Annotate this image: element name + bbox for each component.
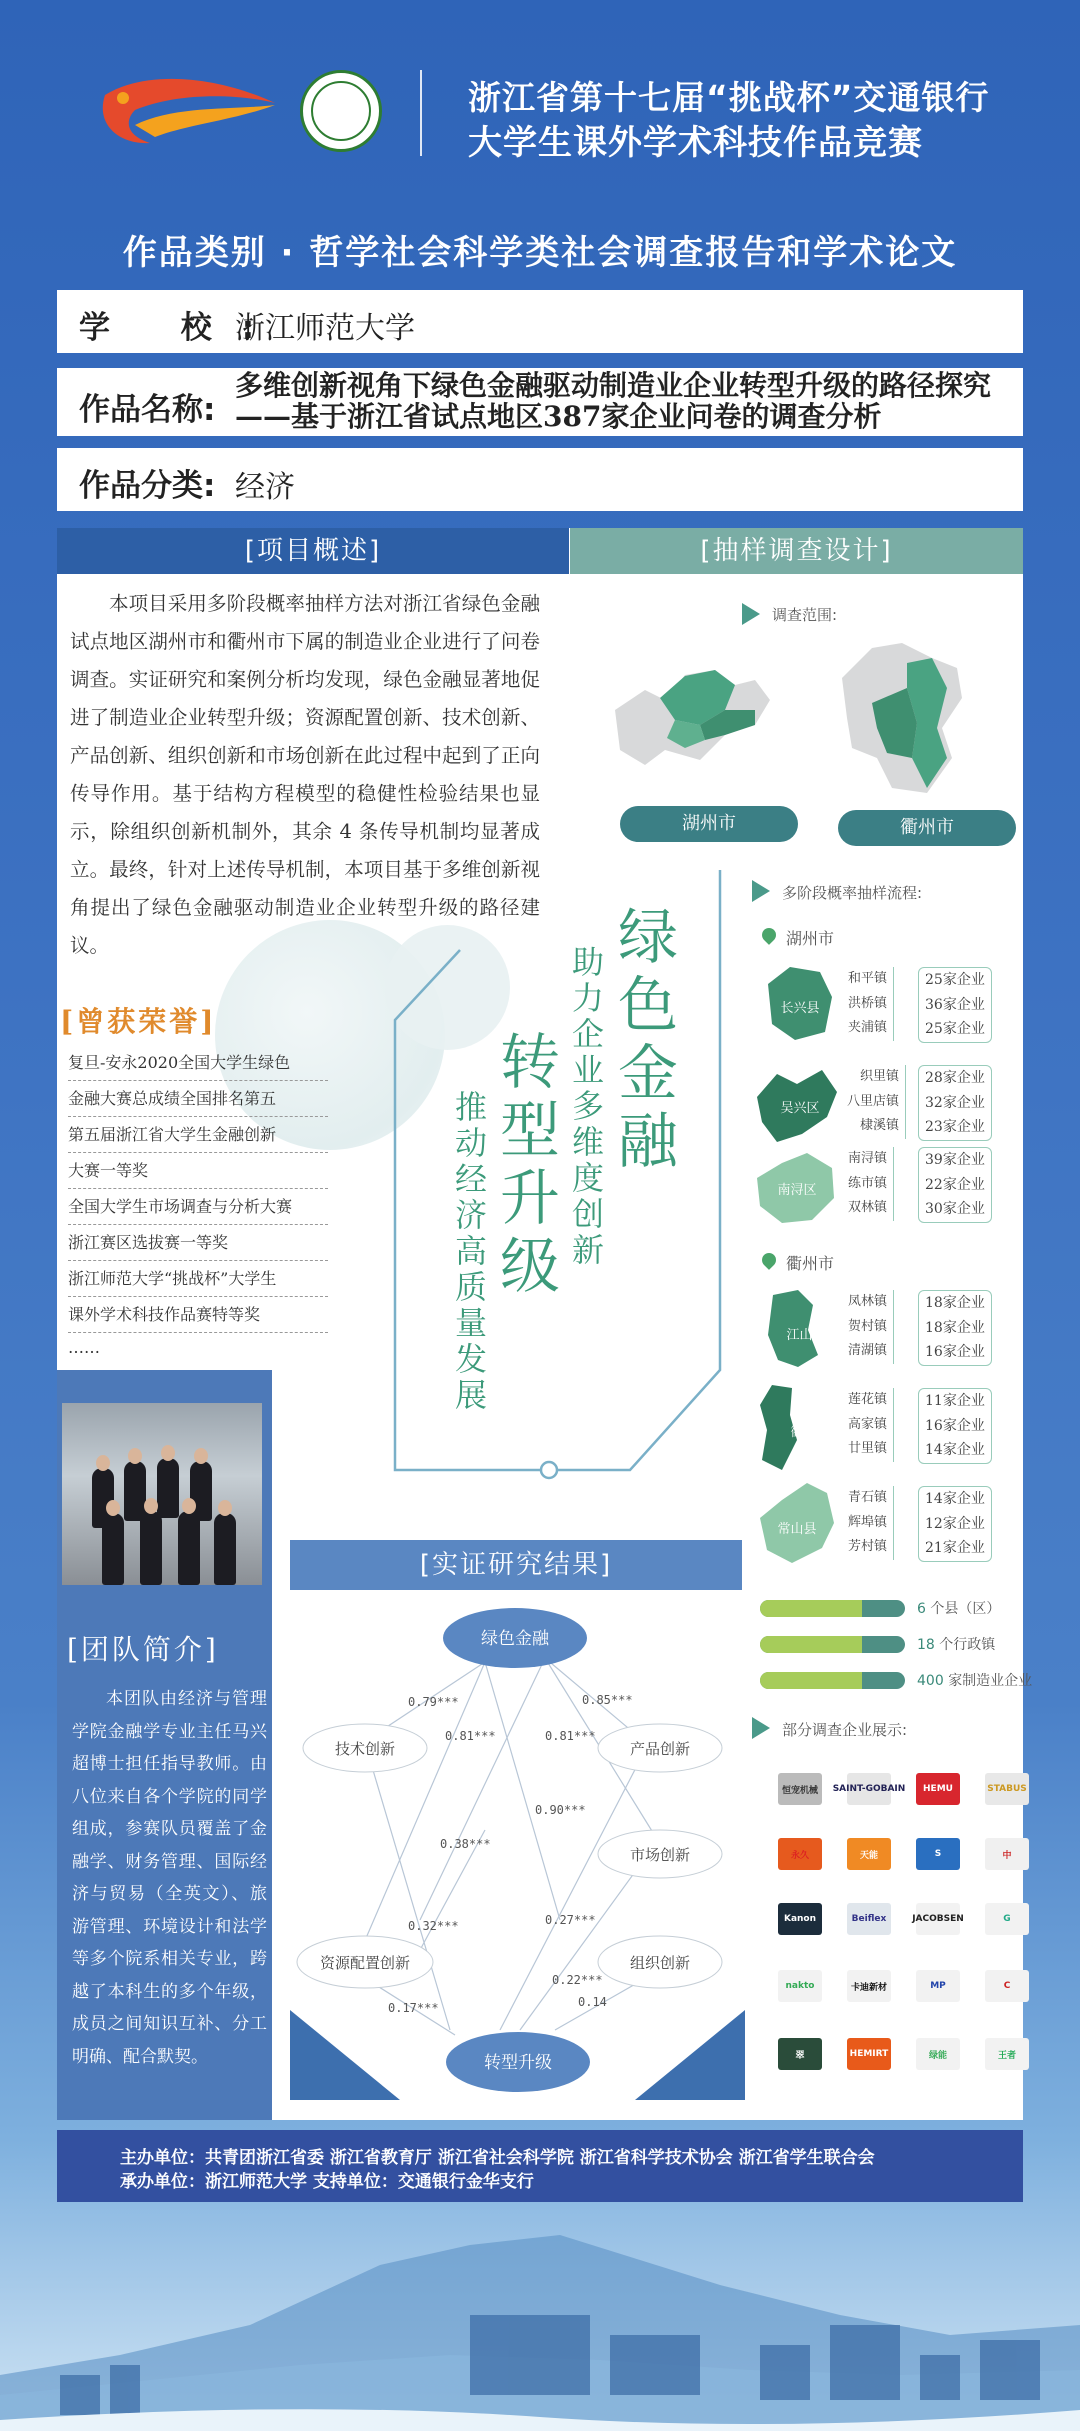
company-logo: 绿能 bbox=[916, 2038, 960, 2070]
town-list: 织里镇 八里店镇 棣溪镇 bbox=[842, 1065, 906, 1139]
county-shape-changshan bbox=[752, 1478, 842, 1568]
stat-towns: 18 个行政镇 bbox=[917, 1637, 996, 1653]
stat-companies: 400 家制造业企业 bbox=[917, 1673, 1033, 1689]
county-label: 常山县 bbox=[777, 1522, 817, 1537]
honor-line: 第五届浙江省大学生金融创新 bbox=[68, 1117, 328, 1153]
overview-text: 本项目采用多阶段概率抽样方法对浙江省绿色金融试点地区湖州市和衢州市下属的制造业企业进行了问卷调查。实证研究和案例分析均发现，绿色金融显著地促进了制造业企业转型升级；资源配置创新、技术创新、产品创新、组织创新和市场创新在此过程中起到了正向传导作用。基于结构方程模型的稳健性检验结果也显示，除组织创新机制外，其余 4 条传导机制均显著成立。最终，针对上述传导机制，本项目基于多维创新视角提出了绿色金融驱动制造业企业转型升级的路径建议。 bbox=[70, 592, 540, 957]
group-city-quzhou: 衢州市 bbox=[786, 1254, 835, 1273]
sampling-section-title: [抽样调查设计] bbox=[570, 528, 1023, 574]
company-logo: 中 bbox=[985, 1838, 1029, 1870]
town-list: 莲花镇 高家镇 廿里镇 bbox=[842, 1388, 894, 1462]
company-logo: 翠 bbox=[778, 2038, 822, 2070]
coef-label: 0.14 bbox=[578, 1995, 607, 2009]
node-upgrade: 转型升级 bbox=[484, 2053, 552, 2073]
town-list: 和平镇 洪桥镇 夹浦镇 bbox=[842, 967, 894, 1041]
node-product: 产品创新 bbox=[629, 1740, 691, 1758]
team-text: 本团队由经济与管理学院金融学专业主任马兴超博士担任指导教师。由八位来自各个学院的同学组成，参赛队员覆盖了金融学、财务管理、国际经济与贸易（全英文）、旅游管理、环境设计和法学等多个院系相关专业，跨越了本科生的多个年级，成员之间知识互补、分工明确、配合默契。 bbox=[72, 1689, 267, 2067]
stat-counties: 6 个县（区） bbox=[917, 1601, 1001, 1617]
work-title-row bbox=[57, 368, 1023, 436]
work-category-banner: 作品类别 · 哲学社会科学类社会调查报告和学术论文 bbox=[122, 233, 958, 273]
company-logo: 王者 bbox=[985, 2038, 1029, 2070]
team-title: [团队简介] bbox=[67, 1633, 219, 1666]
school-label: 学 校: bbox=[79, 310, 285, 346]
header-divider bbox=[420, 70, 422, 156]
school-value: 浙江师范大学 bbox=[235, 311, 415, 346]
school-row bbox=[57, 290, 1023, 353]
honor-line: 浙江赛区选拔赛一等奖 bbox=[68, 1225, 328, 1261]
company-logo: G bbox=[985, 1903, 1029, 1935]
campus-skyline bbox=[0, 2205, 1080, 2431]
arrow-icon bbox=[752, 1717, 770, 1739]
competition-title-line2: 大学生课外学术科技作品竞赛 bbox=[468, 123, 923, 163]
county-shape-qujiang bbox=[752, 1380, 837, 1475]
county-label: 长兴县 bbox=[780, 1001, 820, 1016]
city-pill-huzhou: 湖州市 bbox=[620, 806, 798, 842]
company-logo: JACOBSEN bbox=[916, 1903, 960, 1935]
work-title-value: 多维创新视角下绿色金融驱动制造业企业转型升级的路径探究——基于浙江省试点地区387家企业问卷的调查分析 bbox=[235, 369, 992, 433]
company-logo: 永久 bbox=[778, 1838, 822, 1870]
competition-title-line1: 浙江省第十七届“挑战杯”交通银行 bbox=[468, 78, 990, 117]
huzhou-map bbox=[605, 640, 780, 775]
coef-label: 0.38*** bbox=[440, 1837, 491, 1851]
slogan-development: 推动经济高质量发展 bbox=[450, 1090, 488, 1414]
coef-label: 0.79*** bbox=[408, 1695, 459, 1709]
node-market: 市场创新 bbox=[629, 1846, 691, 1864]
coef-label: 0.32*** bbox=[408, 1919, 459, 1933]
honor-line: 浙江师范大学“挑战杯”大学生 bbox=[68, 1261, 328, 1297]
zjnu-logo bbox=[300, 70, 382, 152]
challenge-cup-logo bbox=[95, 65, 285, 155]
arrow-icon bbox=[752, 880, 770, 902]
honors-more: …… bbox=[68, 1338, 100, 1357]
companies-label: 部分调查企业展示: bbox=[782, 1721, 908, 1739]
stat-bar-towns bbox=[760, 1636, 905, 1653]
scope-label: 调查范围: bbox=[772, 606, 838, 624]
company-logo: Kanon bbox=[778, 1903, 822, 1935]
county-shape-changxing bbox=[760, 962, 840, 1044]
town-list: 南浔镇 练市镇 双林镇 bbox=[842, 1147, 894, 1221]
honor-line: 大赛一等奖 bbox=[68, 1153, 328, 1189]
count-list: 18家企业 18家企业 16家企业 bbox=[918, 1290, 992, 1366]
work-title-label: 作品名称: bbox=[79, 392, 216, 428]
count-list: 11家企业 16家企业 14家企业 bbox=[918, 1388, 992, 1464]
coef-label: 0.81*** bbox=[545, 1729, 596, 1743]
quzhou-map bbox=[832, 628, 972, 803]
town-list: 凤林镇 贺村镇 清湖镇 bbox=[842, 1290, 894, 1364]
coef-label: 0.17*** bbox=[388, 2001, 439, 2015]
slogan-innovation: 助力企业多维度创新 bbox=[567, 945, 605, 1269]
node-org: 组织创新 bbox=[629, 1954, 691, 1972]
count-list: 39家企业 22家企业 30家企业 bbox=[918, 1147, 992, 1223]
company-logo: 恒宠机械 bbox=[778, 1773, 822, 1805]
county-shape-nanxun bbox=[752, 1148, 842, 1228]
honor-line: 复旦-安永2020全国大学生绿色 bbox=[68, 1045, 328, 1081]
coef-label: 0.27*** bbox=[545, 1913, 596, 1927]
company-logo: 卡迪新材 bbox=[847, 1970, 891, 2002]
work-category-value: 经济 bbox=[235, 470, 295, 505]
overview-section-title: [项目概述] bbox=[57, 528, 569, 574]
path-model-diagram bbox=[290, 1600, 745, 2100]
stat-bar-counties bbox=[760, 1600, 905, 1617]
coef-label: 0.85*** bbox=[582, 1693, 633, 1707]
company-logo: Beiflex bbox=[847, 1903, 891, 1935]
company-logo: STABUS bbox=[985, 1773, 1029, 1805]
team-photo bbox=[62, 1403, 262, 1585]
honors-list bbox=[68, 1045, 328, 1363]
undertaker-line: 承办单位：浙江师范大学 支持单位：交通银行金华支行 bbox=[120, 2172, 534, 2192]
stat-bar-companies bbox=[760, 1672, 905, 1689]
county-shape-jiangshan bbox=[758, 1285, 838, 1370]
county-shape-wuxing bbox=[752, 1062, 842, 1147]
count-list: 28家企业 32家企业 23家企业 bbox=[918, 1065, 992, 1141]
slogan-green-finance: 绿色金融 bbox=[608, 905, 678, 1177]
coef-label: 0.90*** bbox=[535, 1803, 586, 1817]
company-logo: S bbox=[916, 1838, 960, 1870]
company-logo: 天能 bbox=[847, 1838, 891, 1870]
honors-title: [曾获荣誉] bbox=[60, 1005, 217, 1038]
city-pill-quzhou: 衢州市 bbox=[838, 810, 1016, 846]
coef-label: 0.81*** bbox=[445, 1729, 496, 1743]
company-logo: nakto bbox=[778, 1970, 822, 2002]
group-city-huzhou: 湖州市 bbox=[786, 929, 835, 948]
work-category-row bbox=[57, 448, 1023, 511]
results-section-title: [实证研究结果] bbox=[290, 1540, 742, 1590]
company-logo: HEMIRT bbox=[847, 2038, 891, 2070]
honor-line: 全国大学生市场调查与分析大赛 bbox=[68, 1189, 328, 1225]
node-green-finance: 绿色金融 bbox=[481, 1629, 549, 1649]
company-logo: C bbox=[985, 1970, 1029, 2002]
company-logo: SAINT-GOBAIN bbox=[847, 1773, 891, 1805]
company-logo: MP bbox=[916, 1970, 960, 2002]
county-label: 吴兴区 bbox=[780, 1101, 820, 1116]
town-list: 青石镇 辉埠镇 芳村镇 bbox=[842, 1486, 894, 1560]
county-label: 江山市 bbox=[786, 1328, 826, 1343]
organizers-line: 主办单位：共青团浙江省委 浙江省教育厅 浙江省社会科学院 浙江省科学技术协会 浙江省学生联合会 bbox=[120, 2148, 875, 2168]
flow-label: 多阶段概率抽样流程: bbox=[782, 884, 923, 902]
node-tech: 技术创新 bbox=[334, 1740, 396, 1758]
work-category-label: 作品分类: bbox=[79, 468, 216, 504]
honor-line: 课外学术科技作品赛特等奖 bbox=[68, 1297, 328, 1333]
county-label: 南浔区 bbox=[777, 1183, 817, 1198]
count-list: 25家企业 36家企业 25家企业 bbox=[918, 967, 992, 1043]
arrow-icon bbox=[742, 603, 760, 625]
honor-line: 金融大赛总成绩全国排名第五 bbox=[68, 1081, 328, 1117]
slogan-upgrade: 转型升级 bbox=[490, 1030, 560, 1302]
company-logo: HEMU bbox=[916, 1773, 960, 1805]
county-label: 衢江区 bbox=[790, 1425, 830, 1440]
coef-label: 0.22*** bbox=[552, 1973, 603, 1987]
count-list: 14家企业 12家企业 21家企业 bbox=[918, 1486, 992, 1562]
node-resource: 资源配置创新 bbox=[319, 1954, 411, 1972]
